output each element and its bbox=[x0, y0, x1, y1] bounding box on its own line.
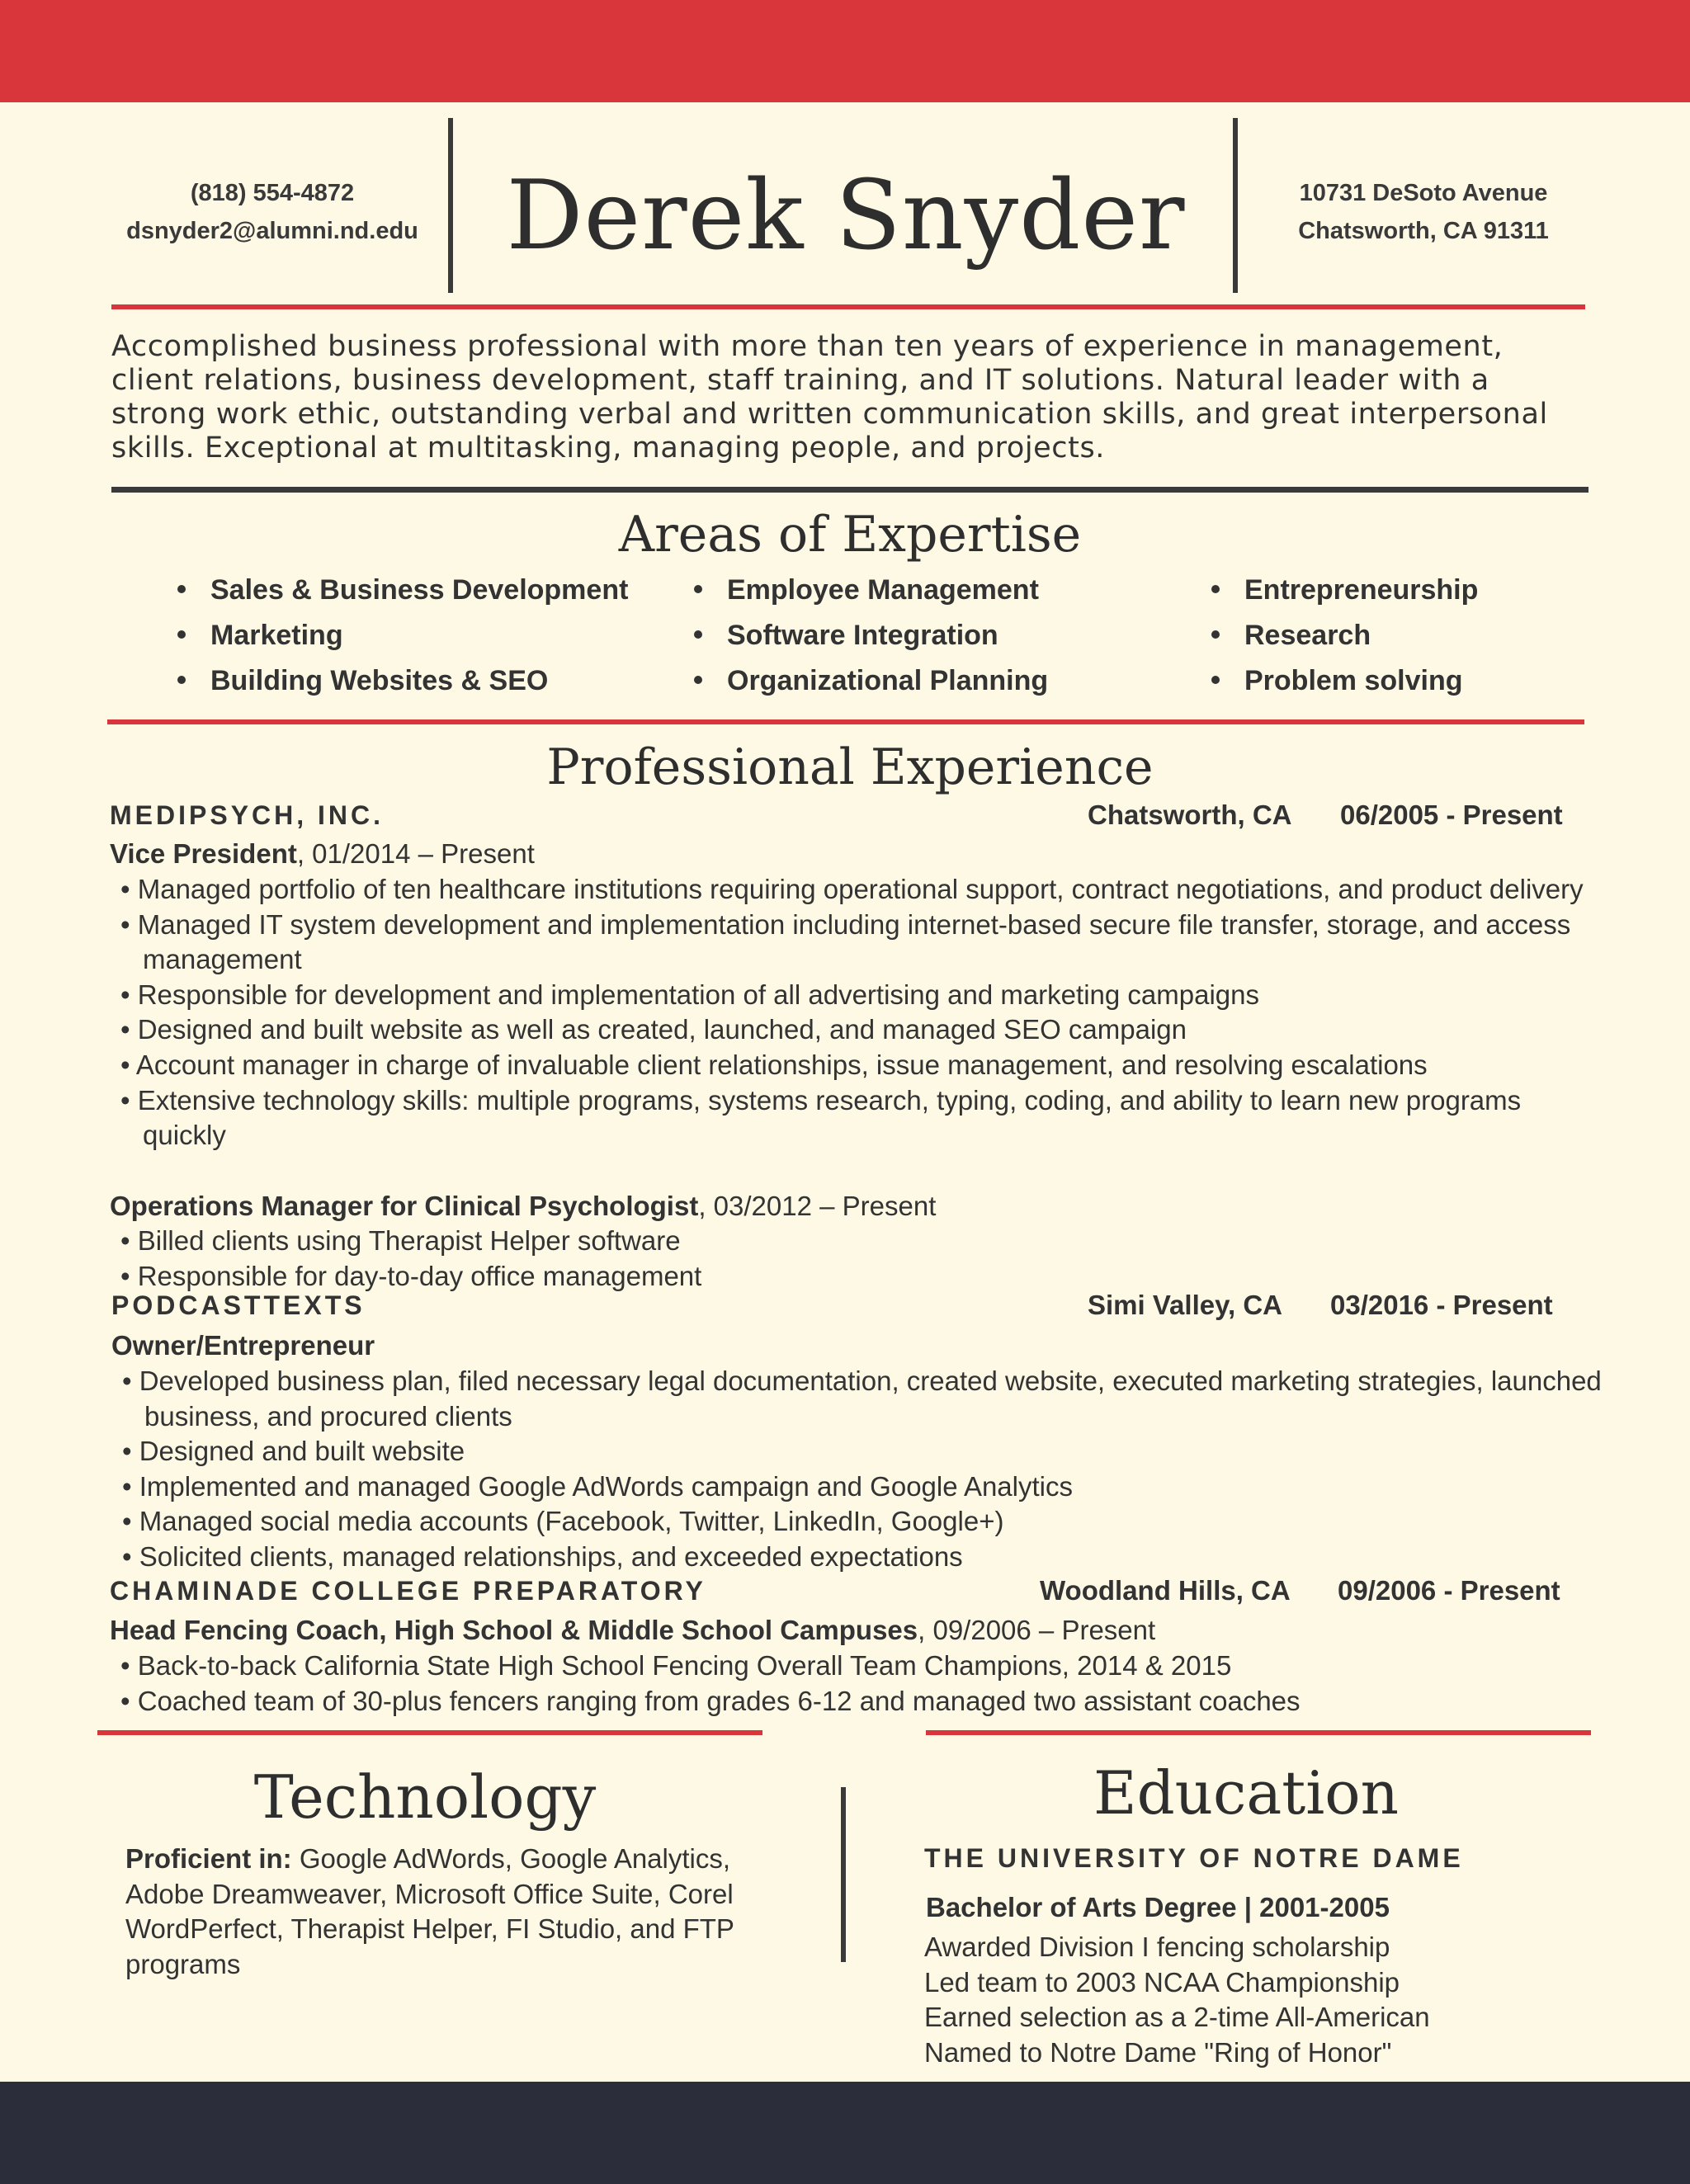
bullet-line: • Managed social media accounts (Facebook, Twitter, LinkedIn, Google+) bbox=[122, 1506, 1004, 1537]
job-bullets bbox=[110, 872, 1612, 1153]
divider-education bbox=[926, 1730, 1591, 1735]
technology-title: Technology bbox=[253, 1762, 597, 1832]
job-bullets bbox=[110, 1649, 1612, 1719]
expertise-item: Marketing bbox=[177, 613, 656, 658]
education-line: Named to Notre Dame "Ring of Honor" bbox=[924, 2036, 1392, 2068]
job-bullets bbox=[111, 1364, 1613, 1575]
summary-paragraph: Accomplished business professional with more than ten years of experience in management, client relations, business development, staff training, and IT solutions. Natural leader with a strong work ethic, outstanding verbal and written communication skills, and great interpersonal skills. Exceptional at multitasking, managing people, and projects. bbox=[111, 330, 1548, 465]
bottom-color-band bbox=[0, 2082, 1690, 2184]
bullet-line: • Account manager in charge of invaluable client relationships, issue management, and resolving escalations bbox=[120, 1049, 1428, 1080]
bullet-icon bbox=[1211, 630, 1220, 639]
bullet-line: • Back-to-back California State High School Fencing Overall Team Champions, 2014 & 2015 bbox=[120, 1650, 1232, 1681]
expertise-item: Employee Management bbox=[694, 568, 1173, 613]
role-title: Operations Manager for Clinical Psychologist, 03/2012 – Present bbox=[110, 1191, 937, 1221]
phone: (818) 554-4872 bbox=[190, 180, 355, 206]
email: dsnyder2@alumni.nd.edu bbox=[126, 218, 418, 244]
job-location: Woodland Hills, CA bbox=[1040, 1575, 1291, 1606]
job-bullets bbox=[110, 1224, 1612, 1294]
bullet-line: • Managed portfolio of ten healthcare institutions requiring operational support, contract negotiations, and product delivery bbox=[120, 874, 1584, 904]
bullet-line: • Designed and built website as well as created, launched, and managed SEO campaign bbox=[120, 1014, 1187, 1045]
bottom-vertical-divider bbox=[841, 1787, 846, 1962]
divider-technology bbox=[97, 1730, 762, 1735]
company-name: CHAMINADE COLLEGE PREPARATORY bbox=[110, 1576, 706, 1606]
expertise-item: Software Integration bbox=[694, 613, 1173, 658]
role-title: Vice President, 01/2014 – Present bbox=[110, 838, 535, 869]
bullet-line: • Managed IT system development and implementation including internet-based secure file transfer, storage, and access management bbox=[120, 908, 1571, 975]
candidate-name: Derek Snyder bbox=[506, 160, 1186, 271]
expertise-column-3 bbox=[1211, 568, 1690, 704]
bullet-line: • Solicited clients, managed relationships, and exceeded expectations bbox=[122, 1540, 963, 1572]
divider-expertise bbox=[107, 719, 1584, 724]
professional-experience-title: Professional Experience bbox=[546, 738, 1154, 796]
expertise-item: Entrepreneurship bbox=[1211, 568, 1690, 613]
role-title: Owner/Entrepreneur bbox=[111, 1330, 375, 1361]
bullet-icon bbox=[694, 630, 702, 639]
bullet-line: • Developed business plan, filed necessary legal documentation, created website, executed marketing strategies, launched business, and procured clients bbox=[122, 1366, 1602, 1432]
top-color-band bbox=[0, 0, 1690, 102]
bullet-icon bbox=[1211, 676, 1220, 684]
bullet-line: • Designed and built website bbox=[122, 1436, 465, 1467]
address-line2: Chatsworth, CA 91311 bbox=[1298, 218, 1549, 244]
bullet-line: • Extensive technology skills: multiple programs, systems research, typing, coding, and ability to learn new programs quickly bbox=[120, 1084, 1522, 1151]
job-dates: 06/2005 - Present bbox=[1340, 800, 1563, 830]
bullet-line: • Coached team of 30-plus fencers ranging from grades 6-12 and managed two assistant coaches bbox=[120, 1685, 1301, 1716]
areas-of-expertise-title: Areas of Expertise bbox=[618, 506, 1082, 564]
role-title: Head Fencing Coach, High School & Middle School Campuses, 09/2006 – Present bbox=[110, 1615, 1156, 1645]
expertise-column-1 bbox=[177, 568, 656, 704]
education-line: Earned selection as a 2-time All-American bbox=[924, 2002, 1430, 2032]
education-title: Education bbox=[1093, 1758, 1399, 1828]
university-name: THE UNIVERSITY OF NOTRE DAME bbox=[924, 1843, 1464, 1873]
bullet-icon bbox=[1211, 585, 1220, 593]
job-dates: 09/2006 - Present bbox=[1338, 1575, 1560, 1606]
bullet-icon bbox=[177, 630, 186, 639]
technology-text: Proficient in: Google AdWords, Google Analytics, Adobe Dreamweaver, Microsoft Office Suite, Corel WordPerfect, Therapist Helper, FI Studio, and FTP programs bbox=[125, 1843, 734, 1979]
degree: Bachelor of Arts Degree | 2001-2005 bbox=[926, 1892, 1390, 1922]
bullet-line: • Responsible for day-to-day office management bbox=[120, 1260, 702, 1291]
bullet-line: • Billed clients using Therapist Helper software bbox=[120, 1225, 681, 1256]
job-location: Chatsworth, CA bbox=[1088, 800, 1292, 830]
expertise-item: Organizational Planning bbox=[694, 658, 1173, 704]
education-line: Led team to 2003 NCAA Championship bbox=[924, 1966, 1400, 1998]
bullet-icon bbox=[177, 676, 186, 684]
contact-left bbox=[116, 174, 429, 250]
expertise-column-2 bbox=[694, 568, 1173, 704]
expertise-item: Problem solving bbox=[1211, 658, 1690, 704]
expertise-item: Research bbox=[1211, 613, 1690, 658]
bullet-line: • Implemented and managed Google AdWords campaign and Google Analytics bbox=[122, 1470, 1073, 1502]
contact-right bbox=[1263, 174, 1584, 250]
address-line1: 10731 DeSoto Avenue bbox=[1299, 180, 1548, 206]
header-divider-left bbox=[448, 118, 453, 293]
bullet-line: • Responsible for development and implementation of all advertising and marketing campaigns bbox=[120, 979, 1259, 1010]
expertise-item: Building Websites & SEO bbox=[177, 658, 656, 704]
job-location: Simi Valley, CA bbox=[1088, 1290, 1282, 1320]
company-name: MEDIPSYCH, INC. bbox=[110, 800, 385, 830]
expertise-item: Sales & Business Development bbox=[177, 568, 656, 613]
bullet-icon bbox=[177, 585, 186, 593]
header-divider-right bbox=[1233, 118, 1238, 293]
company-name: PODCASTTEXTS bbox=[111, 1290, 366, 1320]
divider-summary bbox=[111, 487, 1589, 493]
divider-header bbox=[111, 304, 1585, 309]
bullet-icon bbox=[694, 676, 702, 684]
bullet-icon bbox=[694, 585, 702, 593]
job-dates: 03/2016 - Present bbox=[1330, 1290, 1553, 1320]
education-line: Awarded Division I fencing scholarship bbox=[924, 1932, 1390, 1962]
education-details bbox=[924, 1930, 1430, 2070]
